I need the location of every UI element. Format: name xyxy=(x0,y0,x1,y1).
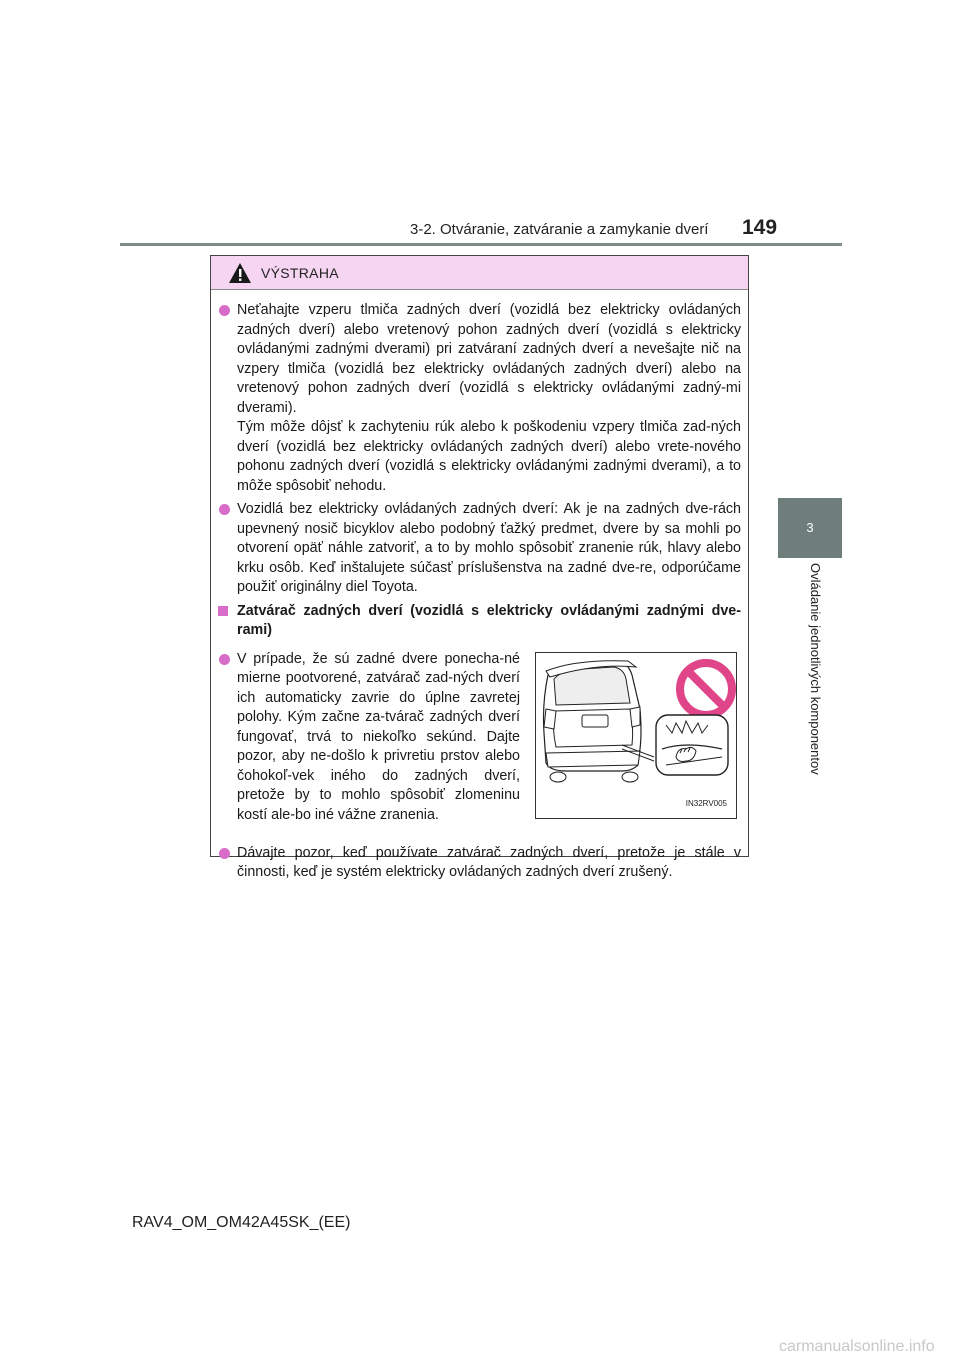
tailgate-illustration xyxy=(535,652,737,819)
warning-bullet xyxy=(217,500,741,598)
car-rear-illustration xyxy=(536,653,736,818)
warning-bullet xyxy=(217,650,520,826)
warning-bullet xyxy=(217,844,741,883)
closer-paragraph: V prípade, že sú zadné dvere ponecha-né mierne pootvorené, zatvárač zad-ných dverí ich automaticky zavrie do úplne zavretej polohy. Kým začne za-tvárač zadných dverí fungovať, trvá to niekoľko sekúnd. Dajte pozor, aby ne-došlo k privretiu prstov alebo čohokoľ-vek iného do zadných dverí, pretože by to mohlo spôsobiť zlomeninu kostí ale-bo iné vážne zranenia. xyxy=(237,650,520,823)
page-number: 149 xyxy=(742,216,778,239)
chapter-tab-label: Ovládanie jednotlivých komponentov xyxy=(808,563,823,775)
warning-paragraph-3: Vozidlá bez elektricky ovládaných zadných dverí: Ak je na zadných dve-rách upevnený nosič bicyklov alebo podobný ťažký predmet, dvere by sa mohli po otvorení opäť náhle zatvoriť, a to by mohlo spôsobiť zranenie rúk, hlavy alebo krku osôb. Keď inštalujete súčasť príslušenstva na zadné dve-re, odporúčame použiť originálny diel Toyota. xyxy=(237,501,741,595)
warning-header xyxy=(211,256,748,290)
warning-triangle-icon xyxy=(228,262,252,284)
header-divider xyxy=(120,243,842,246)
section-heading-text: Zatvárač zadných dverí (vozidlá s elektricky ovládanými zadnými dve-rami) xyxy=(237,602,741,638)
section-heading xyxy=(217,602,741,641)
warning-last-paragraph: Dávajte pozor, keď používate zatvárač zadných dverí, pretože je stále v činnosti, keď je systém elektricky ovládaných zadných dverí zrušený. xyxy=(237,844,741,880)
chapter-header: 3-2. Otváranie, zatváranie a zamykanie dverí xyxy=(410,221,709,238)
warning-box xyxy=(210,255,749,880)
figure-code: IN32RV005 xyxy=(685,799,727,808)
bullet-dot-icon xyxy=(219,848,230,859)
section-square-icon xyxy=(218,606,228,616)
document-code: RAV4_OM_OM42A45SK_(EE) xyxy=(132,1214,351,1231)
warning-bullet xyxy=(217,301,741,496)
warning-content xyxy=(211,289,748,880)
closer-section xyxy=(217,650,741,842)
warning-paragraph-1: Neťahajte vzperu tlmiča zadných dverí (vozidlá bez elektricky ovládaných zadných dverí) alebo vretenový pohon zadných dverí (vozidlá s elektricky ovládanými zadnými dverami) pri zatváraní zadných dverí a nevešajte nič na vzpery tlmiča (vozidlá bez elektricky ovládaných zadných dverí) alebo na vretenový pohon zadných dverí (vozidlá s elektricky ovládanými zadný-mi dverami). xyxy=(237,302,741,416)
warning-paragraph-2: Tým môže dôjsť k zachyteniu rúk alebo k poškodeniu vzpery tlmiča zad-ných dverí (vozidlá bez elektricky ovládaných zadných dverí) alebo vrete-nového pohonu zadných dverí (vozidlá s elektricky ovládanými zadnými dverami), a to môže spôsobiť nehodu. xyxy=(237,419,741,494)
watermark: carmanualsonline.info xyxy=(779,1338,935,1355)
bullet-dot-icon xyxy=(219,654,230,665)
bullet-dot-icon xyxy=(219,305,230,316)
bullet-dot-icon xyxy=(219,504,230,515)
warning-title: VÝSTRAHA xyxy=(261,264,339,281)
chapter-tab: 3 xyxy=(778,498,842,558)
